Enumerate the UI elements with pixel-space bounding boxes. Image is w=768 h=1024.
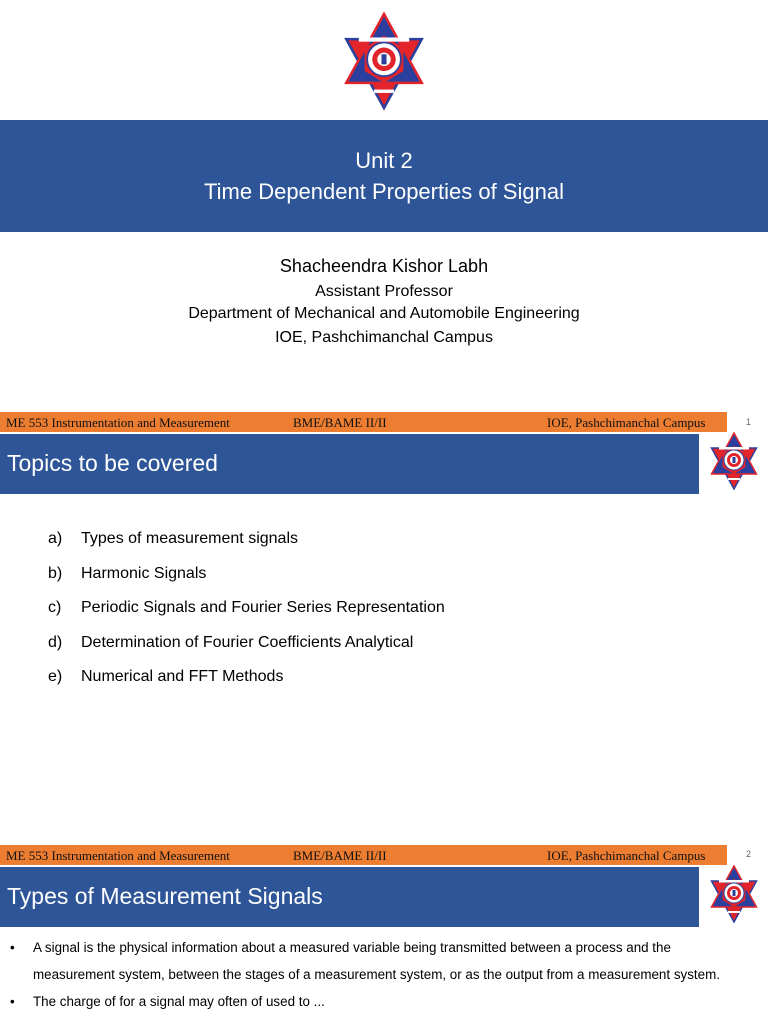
list-item bbox=[48, 666, 728, 701]
bullet-text: A signal is the physical information about a measured variable being transmitted between a process and the measurement system, between the stages of a measurement system, or as the output from a measurement system. bbox=[33, 940, 720, 982]
list-item-label: a) bbox=[48, 530, 63, 547]
slide-footer bbox=[0, 412, 727, 432]
author-name: Shacheendra Kishor Labh bbox=[279, 256, 489, 276]
slide-title-bar bbox=[0, 434, 699, 494]
ioe-logo-icon bbox=[706, 865, 762, 923]
list-item-text: Types of measurement signals bbox=[81, 530, 298, 547]
author-department: Department of Mechanical and Automobile Engineering bbox=[188, 305, 580, 322]
bullet-item bbox=[10, 988, 735, 1015]
page-number: 2 bbox=[746, 849, 752, 859]
footer-program: BME/BAME II/II bbox=[293, 415, 387, 430]
author-role: Assistant Professor bbox=[315, 283, 453, 300]
slide-title-bar bbox=[0, 867, 699, 927]
list-item-label: e) bbox=[48, 668, 63, 686]
title-banner bbox=[0, 120, 768, 232]
list-item-text: Harmonic Signals bbox=[81, 564, 207, 582]
list-item-label: d) bbox=[48, 633, 63, 651]
list-item-label: b) bbox=[48, 564, 63, 582]
footer-program: BME/BAME II/II bbox=[293, 848, 387, 863]
list-item-text: Periodic Signals and Fourier Series Representation bbox=[81, 599, 445, 617]
footer-campus: IOE, Pashchimanchal Campus bbox=[547, 415, 706, 430]
footer-campus: IOE, Pashchimanchal Campus bbox=[547, 848, 706, 863]
list-item-text: Numerical and FFT Methods bbox=[81, 668, 284, 686]
bullet-symbol: • bbox=[10, 994, 15, 1009]
ioe-logo-icon bbox=[706, 432, 762, 490]
bullet-symbol: • bbox=[10, 940, 15, 955]
presentation-title: Time Dependent Properties of Signal bbox=[204, 179, 564, 204]
page-number: 1 bbox=[746, 417, 752, 427]
footer-course: ME 553 Instrumentation and Measurement bbox=[6, 415, 230, 430]
bullet-list bbox=[10, 934, 735, 1015]
slide-title: Topics to be covered bbox=[7, 450, 218, 476]
list-item bbox=[48, 563, 728, 598]
list-item-text: Determination of Fourier Coefficients Analytical bbox=[81, 633, 414, 651]
unit-heading: Unit 2 bbox=[355, 148, 413, 173]
ioe-logo-icon bbox=[342, 12, 426, 110]
topic-list bbox=[48, 528, 728, 701]
bullet-item bbox=[10, 934, 735, 988]
bullet-text: The charge of for a signal may often of used to ... bbox=[33, 994, 325, 1009]
list-item bbox=[48, 597, 728, 632]
slide-footer bbox=[0, 845, 727, 865]
author-campus: IOE, Pashchimanchal Campus bbox=[275, 329, 493, 346]
slide-title: Types of Measurement Signals bbox=[7, 883, 323, 909]
list-item-label: c) bbox=[48, 599, 62, 617]
list-item bbox=[48, 632, 728, 667]
footer-course: ME 553 Instrumentation and Measurement bbox=[6, 848, 230, 863]
list-item bbox=[48, 528, 728, 563]
